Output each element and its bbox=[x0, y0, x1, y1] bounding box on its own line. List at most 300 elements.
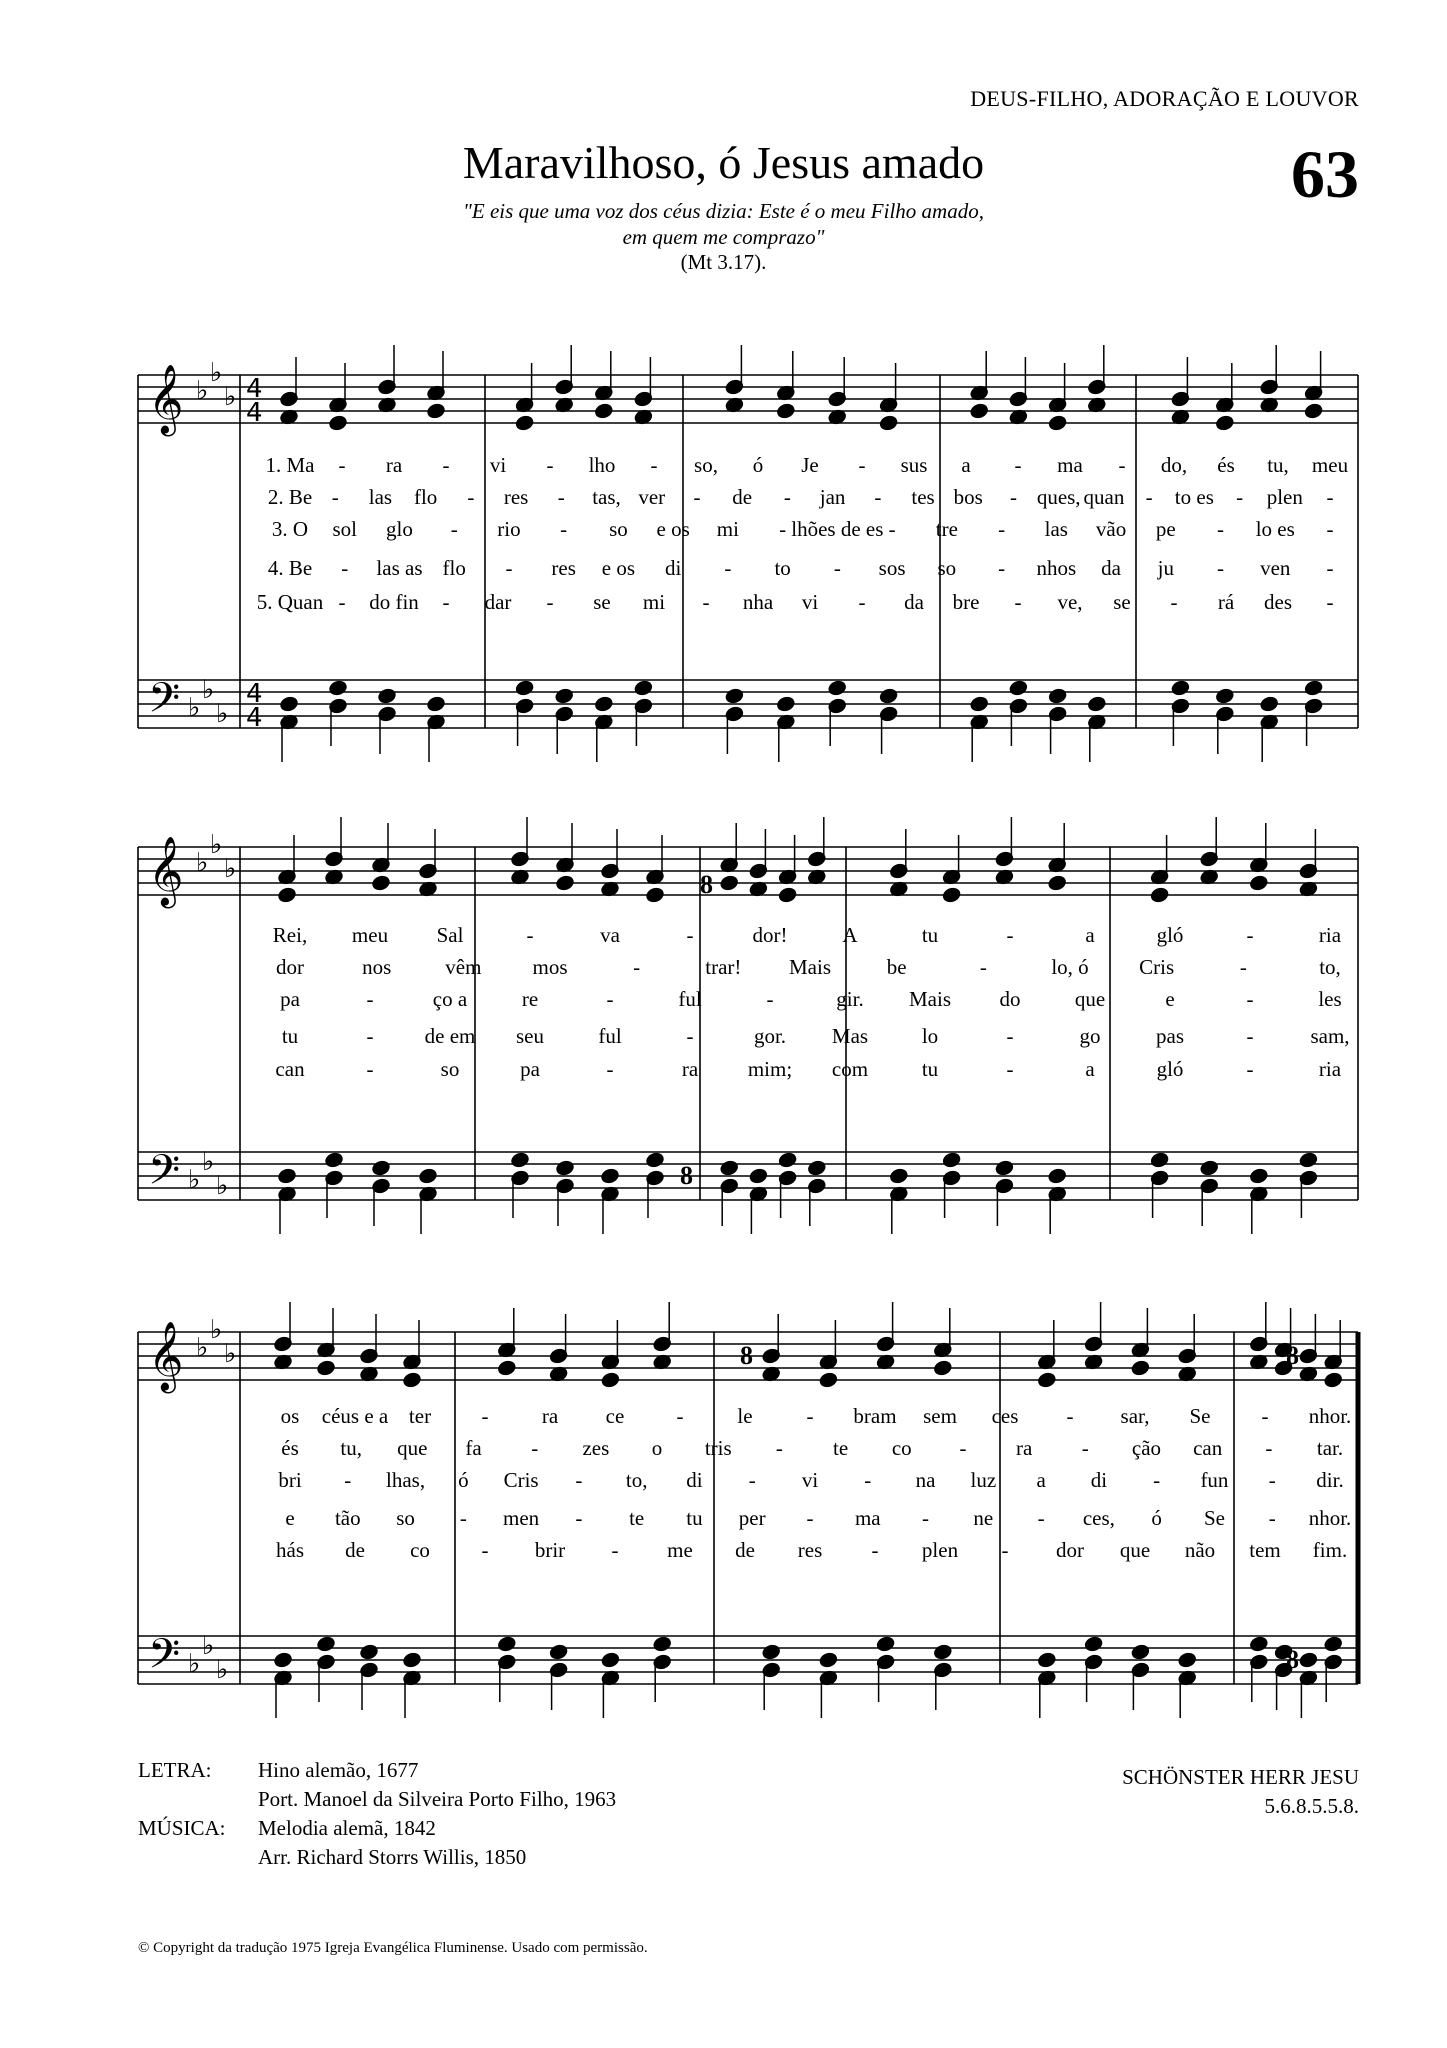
lyric-syllable: ful bbox=[678, 987, 702, 1011]
lyric-syllable: ce bbox=[605, 1404, 625, 1428]
lyric-syllable: ven bbox=[1260, 556, 1291, 580]
hyphen: - bbox=[1006, 1057, 1014, 1081]
measure-numeral: 8 bbox=[740, 1341, 753, 1370]
hyphen: - bbox=[686, 923, 694, 947]
bass-note-head bbox=[970, 696, 989, 713]
hyphen: - bbox=[633, 955, 641, 979]
lyric-syllable: ra bbox=[1015, 1436, 1033, 1460]
treble-note-head bbox=[497, 1360, 516, 1377]
treble-note-head bbox=[371, 875, 390, 892]
bass-note-head bbox=[1037, 1652, 1056, 1669]
lyric-syllable: dor! bbox=[752, 923, 788, 947]
lyric-syllable: gir. bbox=[836, 987, 864, 1011]
music-credit-row bbox=[138, 1814, 616, 1843]
bass-note-head bbox=[1304, 680, 1323, 697]
lyric-syllable: tu, bbox=[340, 1436, 362, 1460]
flat-icon: ♭ bbox=[188, 1165, 201, 1195]
hyphen: - bbox=[560, 517, 568, 541]
flat-icon: ♭ bbox=[216, 699, 229, 729]
bass-note-head bbox=[371, 1160, 390, 1177]
lyric-syllable: to, bbox=[1319, 955, 1341, 979]
lyric-syllable: a bbox=[961, 453, 971, 477]
lyric-syllable: so bbox=[440, 1057, 460, 1081]
lyric-syllable: flo bbox=[413, 485, 438, 509]
bass-note-head bbox=[725, 688, 744, 705]
bass-note-head bbox=[316, 1636, 335, 1653]
lyric-syllable: Cris bbox=[1139, 955, 1175, 979]
lyric-syllable: A bbox=[842, 923, 858, 947]
lyric-syllable: luz bbox=[970, 1468, 997, 1492]
treble-note-head bbox=[1150, 887, 1169, 904]
lyric-syllable: re bbox=[521, 987, 539, 1011]
hyphen: - bbox=[922, 1506, 930, 1530]
lyric-syllable: les bbox=[1318, 987, 1342, 1011]
lyric-syllable: lhas, bbox=[386, 1468, 426, 1492]
lyric-syllable: de bbox=[345, 1538, 365, 1562]
lyric-syllable: per bbox=[738, 1506, 766, 1530]
lyric-syllable: tar. bbox=[1316, 1436, 1344, 1460]
lyric-syllable: ter bbox=[408, 1404, 432, 1428]
measure-numeral: 8 bbox=[1286, 1341, 1299, 1370]
lyric-syllable: ve, bbox=[1057, 590, 1083, 614]
hyphen: - bbox=[1236, 485, 1244, 509]
hyphen: - bbox=[1066, 1404, 1074, 1428]
hyphen: - bbox=[1261, 1404, 1269, 1428]
hyphen: - bbox=[806, 1506, 814, 1530]
lyric-syllable: não bbox=[1184, 1538, 1216, 1562]
lyric-syllable: Se bbox=[1189, 1404, 1211, 1428]
lyric-syllable: zes bbox=[582, 1436, 610, 1460]
hyphen: - bbox=[693, 485, 701, 509]
lyric-syllable: go bbox=[1079, 1024, 1101, 1048]
lyric-syllable: tris bbox=[704, 1436, 732, 1460]
hyphen: - bbox=[1217, 517, 1225, 541]
bass-note-head bbox=[819, 1652, 838, 1669]
lyric-syllable: que bbox=[1074, 987, 1106, 1011]
lyric-syllable: a bbox=[1085, 923, 1095, 947]
lyric-syllable: can bbox=[275, 1057, 305, 1081]
bass-note-head bbox=[601, 1652, 620, 1669]
treble-note-head bbox=[328, 415, 347, 432]
bass-note-head bbox=[995, 1160, 1014, 1177]
hyphen: - bbox=[1246, 1024, 1254, 1048]
treble-clef-icon: 𝄞 bbox=[148, 836, 184, 906]
meter: 5.6.8.5.5.8. bbox=[1264, 1794, 1359, 1818]
hyphen: - bbox=[1217, 556, 1225, 580]
tune-info bbox=[1122, 1763, 1359, 1821]
bass-note-head bbox=[1215, 688, 1234, 705]
bass-note-head bbox=[634, 680, 653, 697]
flat-icon: ♭ bbox=[224, 854, 237, 884]
treble-note-head bbox=[645, 887, 664, 904]
treble-note-head bbox=[601, 1372, 620, 1389]
treble-note-head bbox=[1215, 415, 1234, 432]
lyric-syllable: le bbox=[737, 1404, 753, 1428]
treble-note-head bbox=[970, 403, 989, 420]
lyric-syllable: os bbox=[280, 1404, 300, 1428]
lyric-syllable: vi bbox=[801, 590, 819, 614]
hyphen: - bbox=[575, 1506, 583, 1530]
lyric-syllable: las bbox=[1044, 517, 1068, 541]
lyric-syllable: trar! bbox=[705, 955, 742, 979]
lyric-syllable: na bbox=[915, 1468, 936, 1492]
hyphen: - bbox=[366, 987, 374, 1011]
bass-note-head bbox=[1084, 1636, 1103, 1653]
hyphen: - bbox=[833, 556, 841, 580]
bass-note-head bbox=[1299, 1152, 1318, 1169]
hyphen: - bbox=[1037, 1506, 1045, 1530]
hyphen: - bbox=[783, 485, 791, 509]
lyric-syllable: dor bbox=[1056, 1538, 1084, 1562]
lyric-syllable: a bbox=[1085, 1057, 1095, 1081]
bass-note-head bbox=[1200, 1160, 1219, 1177]
lyric-syllable: to bbox=[774, 556, 791, 580]
hyphen: - bbox=[775, 1436, 783, 1460]
lyric-syllable: me bbox=[667, 1538, 693, 1562]
lyric-syllable: te bbox=[833, 1436, 849, 1460]
bass-note-head bbox=[594, 696, 613, 713]
lyric-syllable: ful bbox=[598, 1024, 622, 1048]
bass-note-head bbox=[359, 1644, 378, 1661]
hyphen: - bbox=[1326, 517, 1334, 541]
lyric-syllable: va bbox=[600, 923, 620, 947]
bass-note-head bbox=[555, 1160, 574, 1177]
lyric-syllable: ne bbox=[973, 1506, 994, 1530]
hyphen: - bbox=[467, 485, 475, 509]
lyric-syllable: de bbox=[735, 1538, 755, 1562]
lyric-syllable: bos bbox=[953, 485, 983, 509]
hyphen: - bbox=[1009, 485, 1017, 509]
hyphen: - bbox=[1246, 1057, 1254, 1081]
lyric-syllable: nhor. bbox=[1308, 1506, 1352, 1530]
lyric-syllable: so, bbox=[694, 453, 718, 477]
hyphen: - bbox=[481, 1538, 489, 1562]
lyric-syllable: vêm bbox=[445, 955, 482, 979]
lyric-syllable: com bbox=[831, 1057, 869, 1081]
bass-note-head bbox=[807, 1160, 826, 1177]
lyric-syllable: dar bbox=[484, 590, 512, 614]
hyphen: - bbox=[1170, 590, 1178, 614]
flat-icon: ♭ bbox=[202, 1147, 215, 1177]
hyphen: - bbox=[871, 1538, 879, 1562]
hyphen: - bbox=[1118, 453, 1126, 477]
lyric-syllable: gor. bbox=[753, 1024, 787, 1048]
lyric-syllable: Mais bbox=[789, 955, 831, 979]
lyric-syllable: jan bbox=[819, 485, 846, 509]
flat-icon: ♭ bbox=[196, 848, 209, 878]
flat-icon: ♭ bbox=[210, 358, 223, 388]
flat-icon: ♭ bbox=[202, 1631, 215, 1661]
hyphen: - bbox=[959, 1436, 967, 1460]
hyphen: - bbox=[1006, 1024, 1014, 1048]
lyric-syllable: vi bbox=[489, 453, 507, 477]
lyric-syllable: 1. Ma bbox=[265, 453, 315, 477]
treble-note-head bbox=[778, 887, 797, 904]
lyric-syllable: vão bbox=[1095, 517, 1127, 541]
bass-note-head bbox=[549, 1644, 568, 1661]
lyric-syllable: Sal bbox=[436, 923, 464, 947]
bass-note-head bbox=[1087, 696, 1106, 713]
treble-note-head bbox=[1048, 415, 1067, 432]
hyphen: - bbox=[874, 485, 882, 509]
lyric-syllable: do, bbox=[1160, 453, 1188, 477]
hyphen: - bbox=[1006, 923, 1014, 947]
bass-note-head bbox=[1048, 1168, 1067, 1185]
hyphen: - bbox=[505, 556, 513, 580]
lyric-syllable: 4. Be bbox=[267, 556, 313, 580]
copyright: © Copyright da tradução 1975 Igreja Evangélica Fluminense. Usado com permissão. bbox=[138, 1940, 648, 1956]
bass-note-head bbox=[879, 688, 898, 705]
hyphen: - bbox=[459, 1506, 467, 1530]
hyphen: - bbox=[686, 1024, 694, 1048]
bass-clef-icon: 𝄢 bbox=[148, 1630, 181, 1688]
hyphen: - bbox=[366, 1057, 374, 1081]
hyphen: - bbox=[1153, 1468, 1161, 1492]
measure-numeral: 8 bbox=[700, 870, 713, 899]
treble-clef-icon: 𝄞 bbox=[148, 1321, 184, 1391]
lyric-syllable: nhor. bbox=[1308, 1404, 1352, 1428]
bass-note-head bbox=[828, 680, 847, 697]
lyric-syllable: lho bbox=[588, 453, 616, 477]
lyric-syllable: gló bbox=[1156, 923, 1184, 947]
lyric-syllable: tre bbox=[935, 517, 958, 541]
treble-note-head bbox=[776, 403, 795, 420]
lyric-syllable: meu bbox=[1311, 453, 1349, 477]
arranger: Arr. Richard Storrs Willis, 1850 bbox=[258, 1845, 527, 1869]
hyphen: - bbox=[676, 1404, 684, 1428]
lyric-syllable: rio bbox=[497, 517, 521, 541]
lyric-syllable: ma bbox=[854, 1506, 881, 1530]
treble-note-head bbox=[1249, 875, 1268, 892]
bass-note-head bbox=[1324, 1636, 1343, 1653]
lyric-syllable: ra bbox=[541, 1404, 559, 1428]
bass-note-head bbox=[1131, 1644, 1150, 1661]
hyphen: - bbox=[557, 485, 565, 509]
lyric-syllable: ria bbox=[1318, 1057, 1342, 1081]
bass-note-head bbox=[1249, 1636, 1268, 1653]
lyric-syllable: plen bbox=[921, 1538, 959, 1562]
treble-note-head bbox=[316, 1360, 335, 1377]
lyric-syllable: res bbox=[503, 485, 529, 509]
hyphen: - bbox=[611, 1538, 619, 1562]
translator: Port. Manoel da Silveira Porto Filho, 1963 bbox=[258, 1787, 617, 1811]
lyric-syllable: Cris bbox=[503, 1468, 539, 1492]
flat-icon: ♭ bbox=[210, 1315, 223, 1345]
lyric-syllable: men bbox=[503, 1506, 540, 1530]
hyphen: - bbox=[998, 556, 1006, 580]
epigraph-line-2: em quem me comprazo" bbox=[622, 225, 825, 249]
lyric-syllable: tes bbox=[911, 485, 935, 509]
time-signature-icon: 4 bbox=[246, 398, 263, 428]
lyric-syllable: ria bbox=[1318, 923, 1342, 947]
hyphen: - bbox=[1326, 485, 1334, 509]
hyphen: - bbox=[331, 485, 339, 509]
lyric-syllable: que bbox=[1119, 1538, 1151, 1562]
lyric-syllable: és bbox=[281, 1436, 299, 1460]
lyric-syllable: e bbox=[285, 1506, 295, 1530]
bass-note-head bbox=[510, 1152, 529, 1169]
lyric-syllable: Se bbox=[1203, 1506, 1225, 1530]
lyric-syllable: tu bbox=[686, 1506, 703, 1530]
treble-note-head bbox=[1048, 875, 1067, 892]
lyric-syllable: hás bbox=[276, 1538, 304, 1562]
lyric-syllable: Mais bbox=[909, 987, 951, 1011]
lyric-syllable: da bbox=[1101, 556, 1121, 580]
treble-note-head bbox=[515, 415, 534, 432]
measure-numeral: 8 bbox=[1286, 1645, 1299, 1674]
lyric-syllable: so bbox=[609, 517, 628, 541]
lyric-syllable: ces bbox=[991, 1404, 1019, 1428]
lyric-syllable: des bbox=[1264, 590, 1292, 614]
lyric-syllable: pa bbox=[280, 987, 300, 1011]
treble-note-head bbox=[402, 1372, 421, 1389]
hyphen: - bbox=[606, 987, 614, 1011]
lyric-syllable: to, bbox=[625, 1468, 648, 1492]
hyphen: - bbox=[1239, 955, 1247, 979]
bass-note-head bbox=[1048, 688, 1067, 705]
lyric-syllable: res bbox=[551, 556, 576, 580]
bass-note-head bbox=[1009, 680, 1028, 697]
translation-credit-row bbox=[138, 1785, 616, 1814]
lyric-syllable: sus bbox=[900, 453, 928, 477]
lyric-syllable: és bbox=[1217, 453, 1235, 477]
lyric-syllable: bram bbox=[853, 1404, 897, 1428]
bass-note-head bbox=[402, 1652, 421, 1669]
lyric-syllable: can bbox=[1193, 1436, 1223, 1460]
lyric-syllable: fun bbox=[1200, 1468, 1229, 1492]
flat-icon: ♭ bbox=[216, 1655, 229, 1685]
lyric-syllable: Rei, bbox=[272, 923, 308, 947]
bass-note-head bbox=[749, 1168, 768, 1185]
lyric-syllable: e bbox=[1165, 987, 1175, 1011]
hyphen: - bbox=[979, 955, 987, 979]
lyric-syllable: de bbox=[732, 485, 753, 509]
bass-note-head bbox=[762, 1644, 781, 1661]
lyric-syllable: be bbox=[886, 955, 907, 979]
treble-note-head bbox=[277, 887, 296, 904]
music-label: MÚSICA: bbox=[138, 1816, 226, 1840]
hyphen: - bbox=[1014, 453, 1022, 477]
lyric-syllable: ó bbox=[1151, 1506, 1162, 1530]
lyric-syllable: rá bbox=[1217, 590, 1235, 614]
bass-note-head bbox=[1171, 680, 1190, 697]
lyric-syllable: to es bbox=[1174, 485, 1214, 509]
bass-note-head bbox=[889, 1168, 908, 1185]
epigraph-reference: (Mt 3.17). bbox=[680, 250, 767, 274]
lyric-syllable: dir. bbox=[1316, 1468, 1344, 1492]
flat-icon: ♭ bbox=[202, 675, 215, 705]
lyric-syllable: sam, bbox=[1310, 1024, 1350, 1048]
lyric-syllable: lhões de es bbox=[791, 517, 884, 541]
bass-clef-icon: 𝄢 bbox=[148, 1146, 181, 1204]
lyric-syllable: gló bbox=[1156, 1057, 1184, 1081]
credits bbox=[138, 1756, 616, 1872]
lyric-syllable: e os bbox=[601, 556, 636, 580]
hyphen: - bbox=[531, 1436, 539, 1460]
lyric-syllable: tu bbox=[921, 1057, 939, 1081]
bass-note-head bbox=[497, 1636, 516, 1653]
lyric-syllable: do fin bbox=[369, 590, 419, 614]
treble-note-head bbox=[555, 875, 574, 892]
hyphen: - bbox=[481, 1404, 489, 1428]
lyric-syllable: lo, ó bbox=[1051, 955, 1089, 979]
lyric-syllable: ó bbox=[458, 1468, 469, 1492]
bass-note-head bbox=[555, 688, 574, 705]
lyric-syllable: flo bbox=[442, 556, 466, 580]
lyric-syllable: que bbox=[397, 1436, 428, 1460]
hyphen: - bbox=[606, 1057, 614, 1081]
lyric-syllable: nhos bbox=[1036, 556, 1077, 580]
lyric-syllable: ques, bbox=[1036, 485, 1081, 509]
bass-note-head bbox=[776, 696, 795, 713]
lyric-syllable: meu bbox=[351, 923, 389, 947]
hyphen: - bbox=[858, 453, 866, 477]
lyric-syllable: bri bbox=[278, 1468, 302, 1492]
treble-note-head bbox=[1324, 1372, 1343, 1389]
lyric-syllable: quan bbox=[1083, 485, 1125, 509]
bass-note-head bbox=[600, 1168, 619, 1185]
lyric-syllable: tu bbox=[921, 923, 939, 947]
lyric-syllable: mi bbox=[716, 517, 739, 541]
bass-note-head bbox=[933, 1644, 952, 1661]
treble-note-head bbox=[1131, 1360, 1150, 1377]
bass-note-head bbox=[328, 680, 347, 697]
lyric-syllable: ção bbox=[1131, 1436, 1162, 1460]
lyric-syllable: fim. bbox=[1312, 1538, 1348, 1562]
lyric-syllable: tão bbox=[334, 1506, 361, 1530]
bass-note-head bbox=[1249, 1168, 1268, 1185]
lyric-syllable: las as bbox=[376, 556, 423, 580]
flat-icon: ♭ bbox=[196, 1333, 209, 1363]
hyphen: - bbox=[1268, 1468, 1276, 1492]
lyric-syllable: di bbox=[686, 1468, 703, 1492]
hyphen: - bbox=[766, 987, 774, 1011]
lyric-syllable: 5. Quan bbox=[256, 590, 324, 614]
lyric-syllable: bre bbox=[952, 590, 980, 614]
measure-numeral: 8 bbox=[680, 1161, 693, 1190]
bass-note-head bbox=[418, 1168, 437, 1185]
bass-note-head bbox=[1150, 1152, 1169, 1169]
flat-icon: ♭ bbox=[196, 376, 209, 406]
hyphen: - bbox=[1001, 1538, 1009, 1562]
flat-icon: ♭ bbox=[216, 1171, 229, 1201]
lyric-syllable: 3. O bbox=[271, 517, 309, 541]
bass-note-head bbox=[1260, 696, 1279, 713]
treble-note-head bbox=[1037, 1372, 1056, 1389]
bass-note-head bbox=[277, 1168, 296, 1185]
music-source: Melodia alemã, 1842 bbox=[258, 1816, 436, 1840]
lyric-syllable: nha bbox=[742, 590, 774, 614]
treble-note-head bbox=[426, 403, 445, 420]
hyphen: - bbox=[888, 517, 896, 541]
hyphen: - bbox=[702, 590, 710, 614]
hyphen: - bbox=[338, 590, 346, 614]
hyphen: - bbox=[341, 556, 349, 580]
lyric-syllable: 2. Be bbox=[267, 485, 313, 509]
lyric-syllable: sol bbox=[332, 517, 357, 541]
lyric-syllable: fa bbox=[465, 1436, 482, 1460]
lyric-syllable: nos bbox=[362, 955, 392, 979]
flat-icon: ♭ bbox=[210, 830, 223, 860]
hyphen: - bbox=[575, 1468, 583, 1492]
hyphen: - bbox=[366, 1024, 374, 1048]
lyric-syllable: a bbox=[1036, 1468, 1046, 1492]
hyphen: - bbox=[1246, 987, 1254, 1011]
lyric-syllable: mim; bbox=[747, 1057, 793, 1081]
lyric-syllable: do bbox=[999, 987, 1021, 1011]
lyric-syllable: tem bbox=[1249, 1538, 1281, 1562]
lyric-syllable: ra bbox=[385, 453, 403, 477]
